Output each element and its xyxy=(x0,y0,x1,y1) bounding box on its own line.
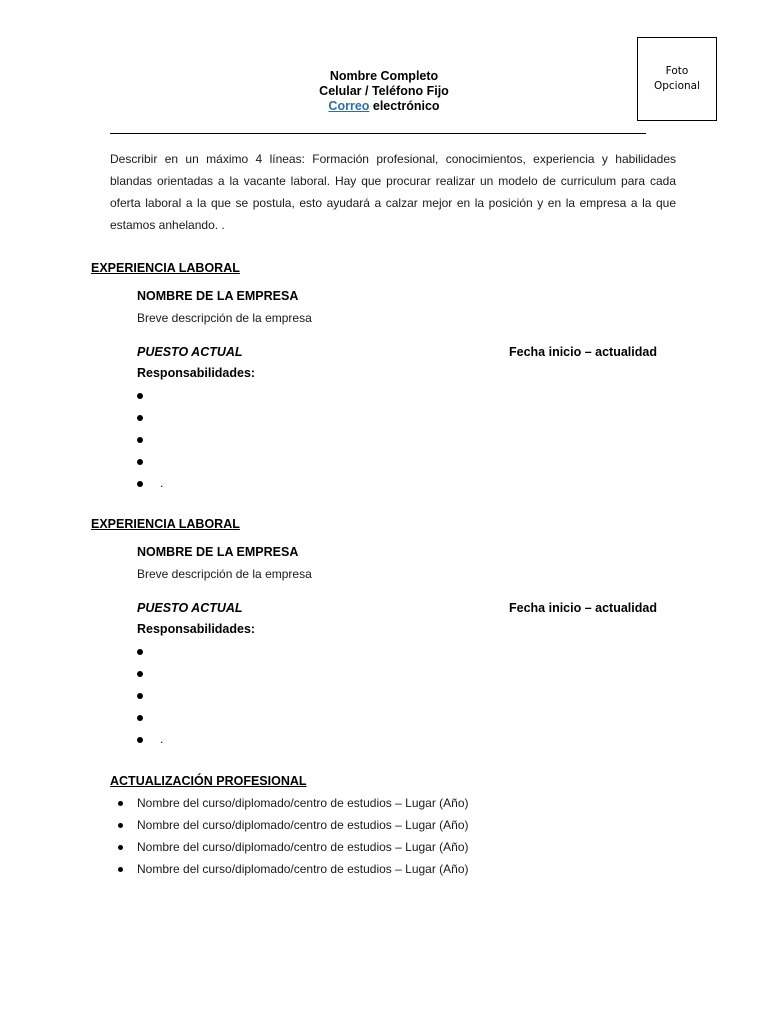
responsibilities-label: Responsabilidades: xyxy=(137,366,256,380)
training-section-title: ACTUALIZACIÓN PROFESIONAL xyxy=(110,774,307,788)
experience-section-title: EXPERIENCIA LABORAL xyxy=(91,517,240,531)
company-name: NOMBRE DE LA EMPRESA xyxy=(137,289,299,303)
full-name: Nombre Completo xyxy=(329,69,439,83)
phone-line: Celular / Teléfono Fijo xyxy=(319,84,449,98)
list-bullet xyxy=(137,393,143,399)
responsibility-item: . xyxy=(160,732,164,746)
company-description: Breve descripción de la empresa xyxy=(137,567,312,581)
list-bullet xyxy=(137,481,143,487)
list-bullet xyxy=(137,437,143,443)
list-bullet xyxy=(137,715,143,721)
email-line xyxy=(250,99,518,114)
job-dates: Fecha inicio – actualidad xyxy=(509,345,657,359)
photo-placeholder xyxy=(637,37,717,121)
email-label: electrónico xyxy=(369,99,440,113)
list-bullet xyxy=(118,867,123,872)
list-bullet xyxy=(118,823,123,828)
list-bullet xyxy=(118,845,123,850)
photo-label: Foto Opcional xyxy=(653,65,701,92)
job-title: PUESTO ACTUAL xyxy=(137,601,243,615)
profile-summary: Describir en un máximo 4 líneas: Formación profesional, conocimientos, experiencia y habilidades blandas orientadas a la vacante laboral. Hay que procurar realizar un modelo de curriculum para cada oferta laboral a la que se postula, esto ayudará a calzar mejor en la posición y en la empresa a la que estamos anhelando. . xyxy=(110,152,676,232)
list-bullet xyxy=(137,415,143,421)
responsibilities-label: Responsabilidades: xyxy=(137,622,256,636)
email-link[interactable]: Correo xyxy=(328,99,370,113)
job-title: PUESTO ACTUAL xyxy=(137,345,243,359)
contact-header xyxy=(250,69,518,114)
list-bullet xyxy=(137,649,143,655)
course-item: Nombre del curso/diplomado/centro de estudios – Lugar (Año) xyxy=(137,796,469,810)
responsibility-item: . xyxy=(160,476,164,490)
list-bullet xyxy=(137,459,143,465)
list-bullet xyxy=(118,801,123,806)
header-divider xyxy=(110,133,646,134)
list-bullet xyxy=(137,737,143,743)
list-bullet xyxy=(137,671,143,677)
company-description: Breve descripción de la empresa xyxy=(137,311,312,325)
experience-section-title: EXPERIENCIA LABORAL xyxy=(91,261,240,275)
course-item: Nombre del curso/diplomado/centro de estudios – Lugar (Año) xyxy=(137,840,469,854)
course-item: Nombre del curso/diplomado/centro de estudios – Lugar (Año) xyxy=(137,862,469,876)
company-name: NOMBRE DE LA EMPRESA xyxy=(137,545,299,559)
course-item: Nombre del curso/diplomado/centro de estudios – Lugar (Año) xyxy=(137,818,469,832)
list-bullet xyxy=(137,693,143,699)
job-dates: Fecha inicio – actualidad xyxy=(509,601,657,615)
